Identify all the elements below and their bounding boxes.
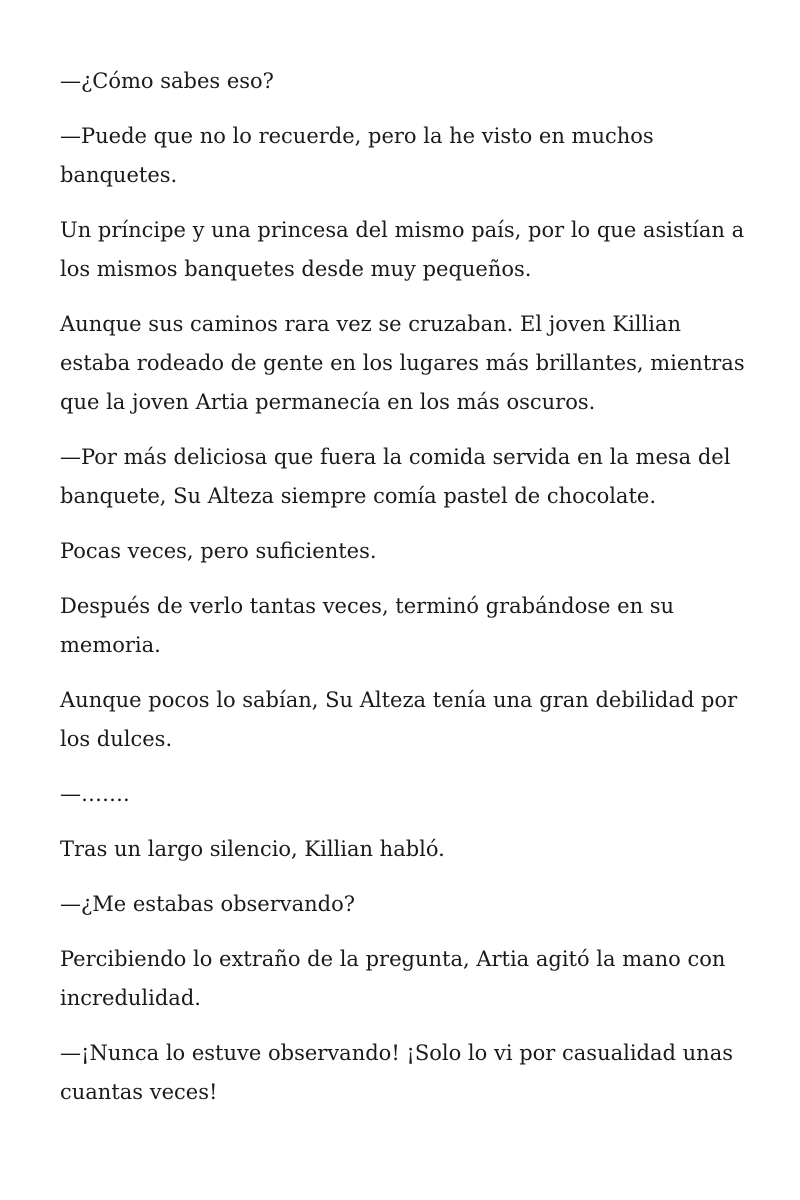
- paragraph: Percibiendo lo extraño de la pregunta, Artia agitó la mano con incredulidad.: [60, 947, 726, 1010]
- paragraph: Aunque sus caminos rara vez se cruzaban. El joven Killian estaba rodeado de gente en los lugares más brillantes, mientras que la joven Artia permanecía en los más oscuros.: [60, 312, 745, 414]
- paragraph: Tras un largo silencio, Killian habló.: [60, 837, 445, 861]
- document-page: [60, 62, 750, 1128]
- paragraph: —Puede que no lo recuerde, pero la he visto en muchos banquetes.: [60, 124, 654, 187]
- paragraph: —¿Cómo sabes eso?: [60, 69, 274, 93]
- paragraph: Pocas veces, pero suficientes.: [60, 539, 377, 563]
- paragraph: —Por más deliciosa que fuera la comida servida en la mesa del banquete, Su Alteza siempre comía pastel de chocolate.: [60, 445, 731, 508]
- paragraph: —¿Me estabas observando?: [60, 892, 356, 916]
- paragraph: —¡Nunca lo estuve observando! ¡Solo lo vi por casualidad unas cuantas veces!: [60, 1041, 733, 1104]
- paragraph: Un príncipe y una princesa del mismo país, por lo que asistían a los mismos banquetes desde muy pequeños.: [60, 218, 745, 281]
- paragraph: —…….: [60, 782, 130, 806]
- paragraph: Aunque pocos lo sabían, Su Alteza tenía una gran debilidad por los dulces.: [60, 688, 738, 751]
- paragraph: Después de verlo tantas veces, terminó grabándose en su memoria.: [60, 594, 675, 657]
